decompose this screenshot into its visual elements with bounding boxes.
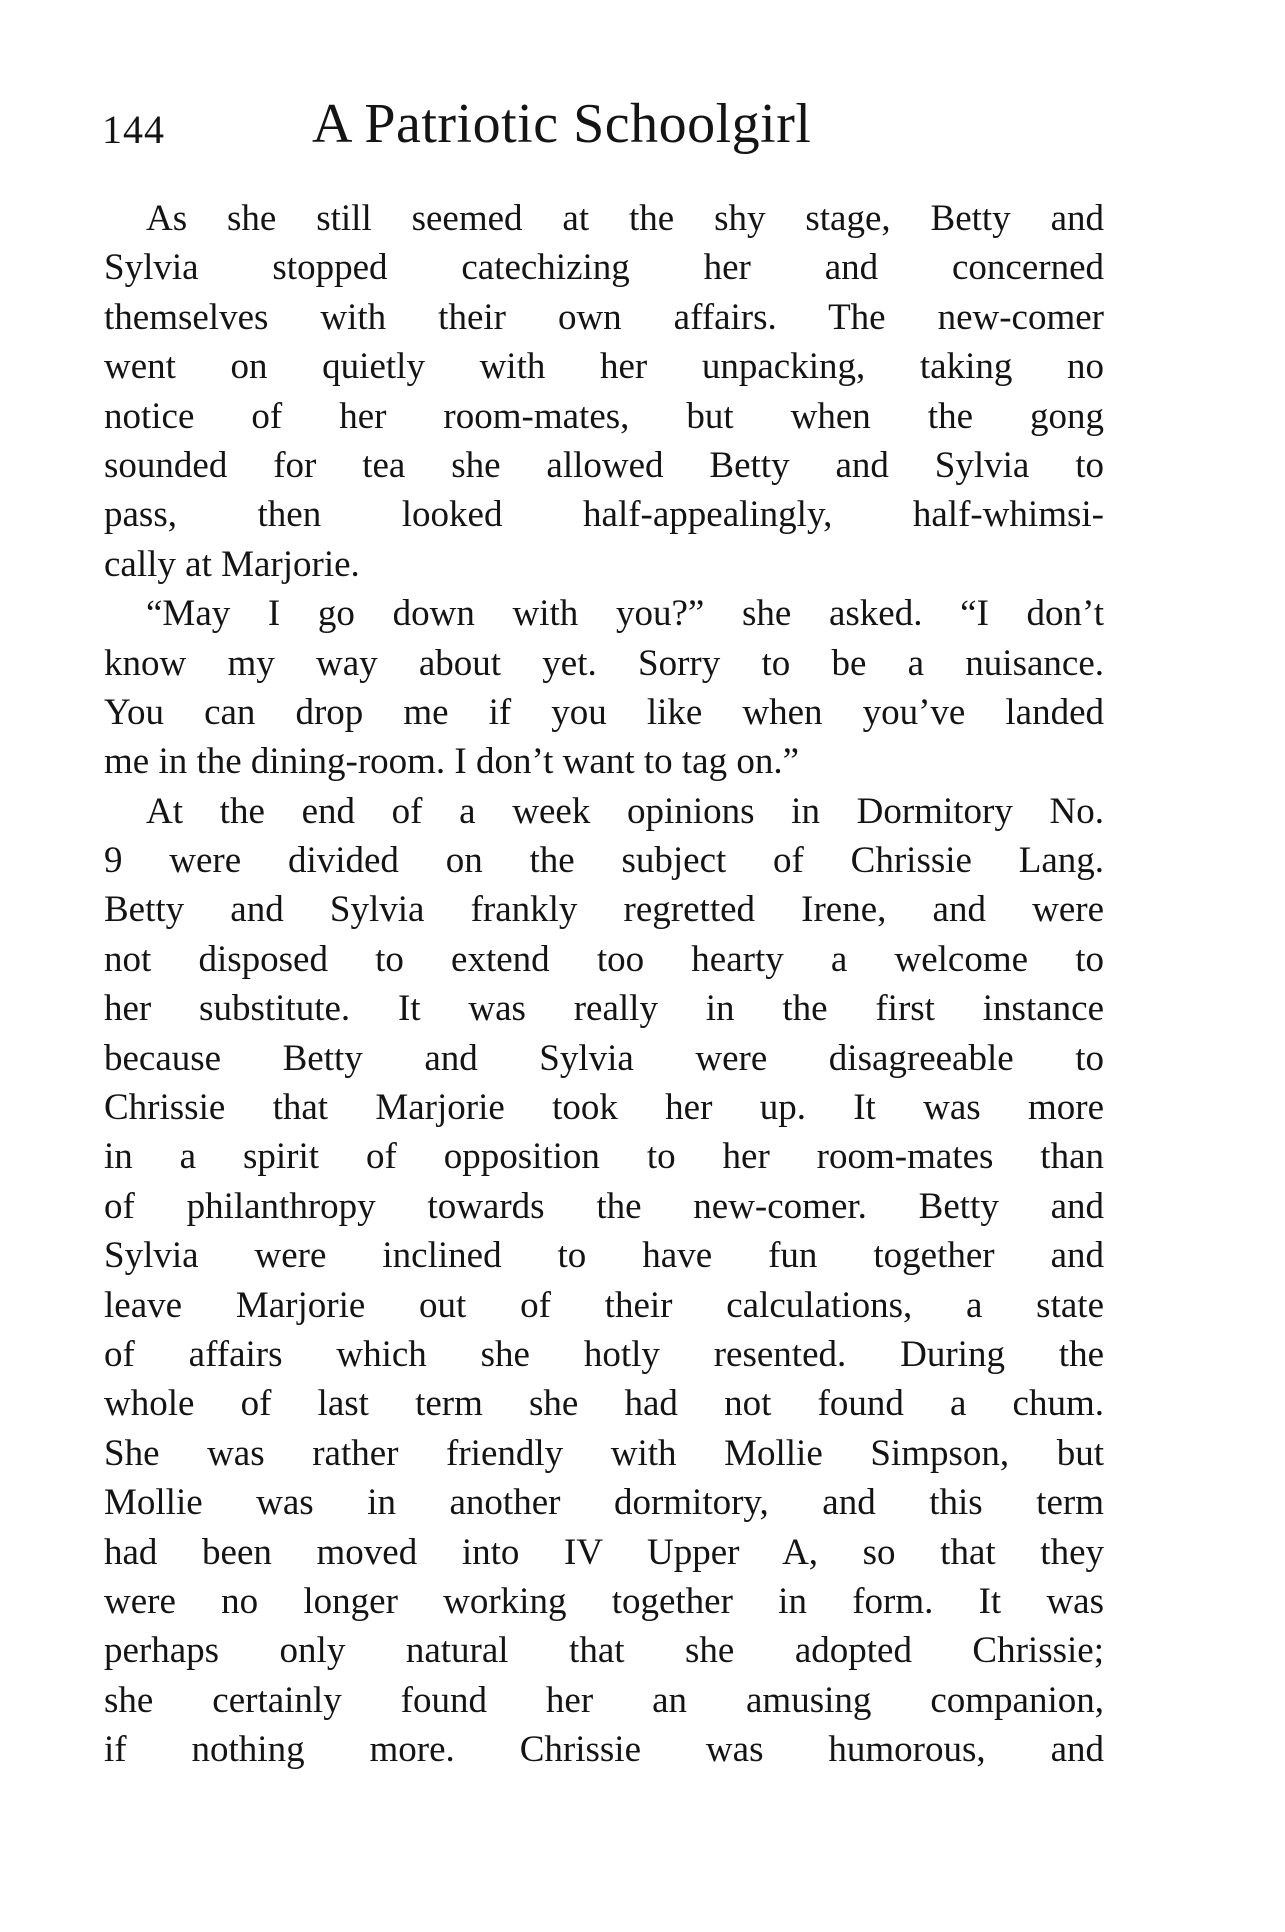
text-line: her substitute. It was really in the first instance [104,988,1104,1030]
body-text [104,194,1104,1775]
text-line: of philanthropy towards the new-comer. Betty and [104,1185,1104,1227]
text-line: went on quietly with her unpacking, taking no [104,346,1104,388]
text-line: 9 were divided on the subject of Chrissie Lang. [104,840,1104,882]
text-line: pass, then looked half-appealingly, half-whimsi- [104,494,1104,536]
text-line: she certainly found her an amusing companion, [104,1679,1104,1721]
text-line: As she still seemed at the shy stage, Betty and [146,198,1104,239]
text-line: know my way about yet. Sorry to be a nuisance. [104,642,1104,684]
text-line: leave Marjorie out of their calculations, a state [104,1284,1104,1326]
text-line: if nothing more. Chrissie was humorous, and [104,1729,1104,1771]
text-line: Sylvia stopped catechizing her and concerned [104,247,1104,289]
text-line: Mollie was in another dormitory, and this term [104,1482,1104,1524]
text-line: because Betty and Sylvia were disagreeable to [104,1037,1104,1079]
text-line: notice of her room-mates, but when the gong [104,395,1104,437]
text-line: “May I go down with you?” she asked. “I don’t [146,593,1104,635]
text-line: had been moved into IV Upper A, so that they [104,1531,1104,1573]
text-line: were no longer working together in form. It was [104,1580,1104,1622]
text-line: Chrissie that Marjorie took her up. It was more [104,1087,1104,1129]
text-line: whole of last term she had not found a chum. [104,1383,1104,1425]
text-line: cally at Marjorie. [104,543,360,585]
text-line: themselves with their own affairs. The new-comer [104,296,1104,338]
text-line: You can drop me if you like when you’ve landed [104,691,1104,733]
text-line: me in the dining-room. I don’t want to tag on.” [104,741,799,783]
running-title: A Patriotic Schoolgirl [312,93,812,155]
text-line: At the end of a week opinions in Dormitory No. [146,790,1104,832]
text-line: in a spirit of opposition to her room-mates than [104,1136,1104,1178]
page-header [102,92,1102,172]
text-line: of affairs which she hotly resented. During the [104,1333,1104,1375]
text-line: Sylvia were inclined to have fun together and [104,1235,1104,1277]
text-line: sounded for tea she allowed Betty and Sylvia to [104,444,1104,486]
text-line: She was rather friendly with Mollie Simpson, but [104,1432,1104,1474]
text-line: Betty and Sylvia frankly regretted Irene, and were [104,889,1104,931]
page-number: 144 [102,107,165,152]
text-line: not disposed to extend too hearty a welcome to [104,938,1104,980]
text-line: perhaps only natural that she adopted Chrissie; [104,1630,1104,1672]
